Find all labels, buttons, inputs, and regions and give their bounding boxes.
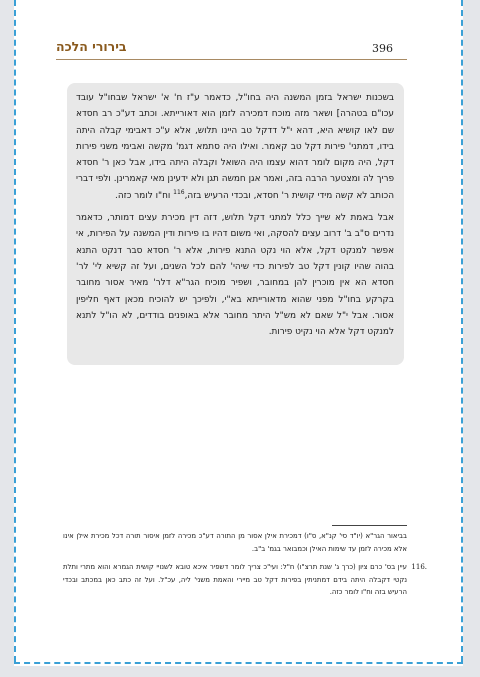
page-border-left bbox=[14, 0, 16, 662]
page-border-bottom bbox=[14, 662, 463, 664]
header-rule bbox=[56, 59, 407, 60]
footnote-number: 116. bbox=[411, 563, 427, 572]
paragraph bbox=[76, 210, 394, 340]
footnotes bbox=[63, 530, 427, 599]
page-number: 396 bbox=[372, 42, 393, 55]
paragraph-text-end: וח"ו לומר כזה. bbox=[115, 190, 174, 201]
footnote-ref-116[interactable]: 116 bbox=[173, 188, 185, 196]
paragraph-text: אבל באמת לא שייך כלל למתני דקל תלוש, דזה דין מכירת עצים דמותר, כדאמר נדרים ס"ב ב' דרוב עצים להסקה, ואי משום דהיו בו פירות ודין המשנה על הפירות, אי אפשר למנקט דקל, אלא הוי נקט התנא פירות, אלא ר' חסדא סבר דנקט התנא בהוה שהיו קונין דקל טב לפירות כדי שיהי' להם לכל השנים, ועל זה קשיא לי' לר' חסדא הא אין מוכרין להן במחובר, ושפיר מוכיח הגר"א דלר' מאיר אסור מחובר בקרקע בחו"ל מפני שהוא מדאורייתא בא"י, ולפיכך יש להוכיח מכאן דאף חליפין אסור. אבל י"ל שאם לא מש"ל היתר מחובר אלא באופנים בודדים, לא הו"ל לתנא למנקט דקל אלא הוי נקיט פירות. bbox=[76, 213, 394, 338]
footnote-116 bbox=[63, 561, 427, 599]
footnote-separator bbox=[332, 525, 407, 526]
paragraph bbox=[76, 90, 394, 204]
page-border-right bbox=[461, 0, 463, 662]
paragraph-text: בשכנות ישראל בזמן המשנה היה בחו"ל, כדאמר ע"ז ח' א' ישראל שבחו"ל עובד עכו"ם בטהרה] ושאר מזה מוכח דמכירה לזמן הוא דאורייתא. וכתב דע"כ רב חסדא שם לאו קושיא היא, דהא י"ל דדקל טב היינו תלוש, אלא ע"כ דאבימי קבלה היתה בידו, דמתני' פירות דקל טב קאמר. ואילו היה סתמא דגמ' מקשה ואבימי משני פירות דקל, היה מקום לומר דהוא עצמו היה השואל וקבלה היתה בידו, אבל כאן ר' חסדא פריך לה ומצטער הרבה בזה, ואמר אגן חמשה תגן ולא ידעינן מאי קאמרינן. ולפי דברי הכותב לא קשה מידי קושית ר' חסדא, ובכדי הרעיש בזה, bbox=[76, 93, 394, 201]
footnote-text: עיין בס' כרם ציון (כרך ג' שנת תרצ"ו) ח"ל: ועי"כ צריך לומר דשפיר איכא טובא לשנויי קושית הגמרא והוא מתרי ותלת נקטי דקבלה היתה בידם דמתניתין בפירות דקל טב מיירי והאמת משני' ליה, עכ"ל. ועל זה כתב כאן במכתב ובכדי הרעיש בזה וח"ו לומר כזה. bbox=[63, 563, 407, 597]
running-title: בירורי הלכה bbox=[56, 39, 127, 54]
footnote-continuation: בביאור הגר"א (יו"ד סי' קנ"א, ס"ו) דמכירת אילן אסור מן התורה דע"כ מכירה לזמן איסור תורה דכל מכירת אילן אינו אלא מכירה לזמן עד שימות האילן וכמבואר בגמ' ב"ב. bbox=[63, 532, 407, 553]
quoted-passage bbox=[67, 83, 404, 365]
